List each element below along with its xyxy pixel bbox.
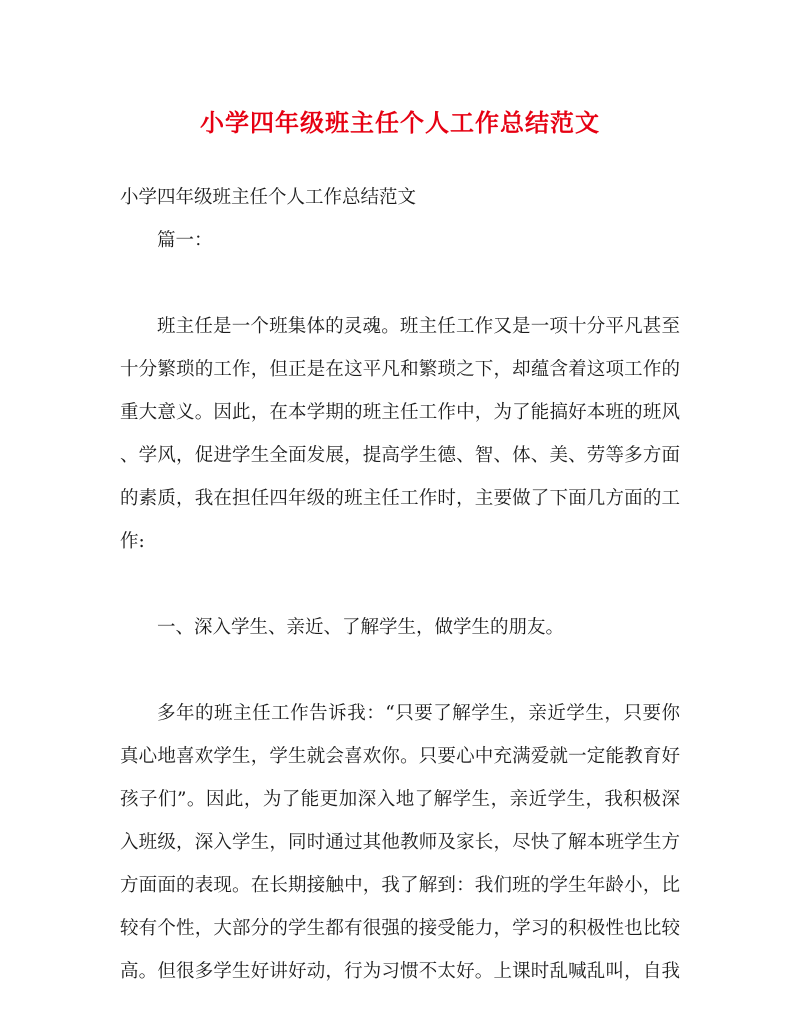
- document-body: [120, 176, 680, 993]
- paragraph-line: 多年的班主任工作告诉我：“只要了解学生，亲近学生，只要你: [157, 703, 680, 724]
- subtitle: 小学四年级班主任个人工作总结范文: [120, 187, 417, 208]
- paragraph-line: 真心地喜欢学生，学生就会喜欢你。只要心中充满爱就一定能教育好: [120, 746, 680, 767]
- paragraph-line: 入班级，深入学生，同时通过其他教师及家长，尽快了解本班学生方: [120, 832, 680, 853]
- paragraph-line: 高。但很多学生好讲好动，行为习惯不太好。上课时乱喊乱叫，自我: [120, 961, 680, 982]
- paragraph-line: 重大意义。因此，在本学期的班主任工作中，为了能搞好本班的班风: [120, 402, 680, 423]
- paragraph-line: 方面面的表现。在长期接触中，我了解到：我们班的学生年龄小，比: [120, 875, 680, 896]
- paragraph-line: 的素质，我在担任四年级的班主任工作时，主要做了下面几方面的工: [120, 488, 680, 509]
- paragraph-line: 班主任是一个班集体的灵魂。班主任工作又是一项十分平凡甚至: [157, 316, 680, 337]
- document-title: 小学四年级班主任个人工作总结范文: [200, 108, 600, 137]
- paragraph-line: 较有个性，大部分的学生都有很强的接受能力，学习的积极性也比较: [120, 918, 680, 939]
- blank-line: [120, 649, 680, 692]
- blank-line: [120, 262, 680, 305]
- paragraph-intro: [120, 305, 680, 563]
- blank-line: [120, 563, 680, 606]
- paragraph-line: 、学风，促进学生全面发展，提高学生德、智、体、美、劳等多方面: [120, 445, 680, 466]
- section-heading: 一、深入学生、亲近、了解学生，做学生的朋友。: [157, 617, 565, 638]
- part-label: 篇一：: [157, 230, 213, 251]
- paragraph-line: 作:: [120, 531, 145, 552]
- paragraph-line: 十分繁琐的工作，但正是在这平凡和繁琐之下，却蕴含着这项工作的: [120, 359, 680, 380]
- paragraph-line: 孩子们”。因此，为了能更加深入地了解学生，亲近学生，我积极深: [120, 789, 680, 810]
- paragraph-section1: [120, 692, 680, 993]
